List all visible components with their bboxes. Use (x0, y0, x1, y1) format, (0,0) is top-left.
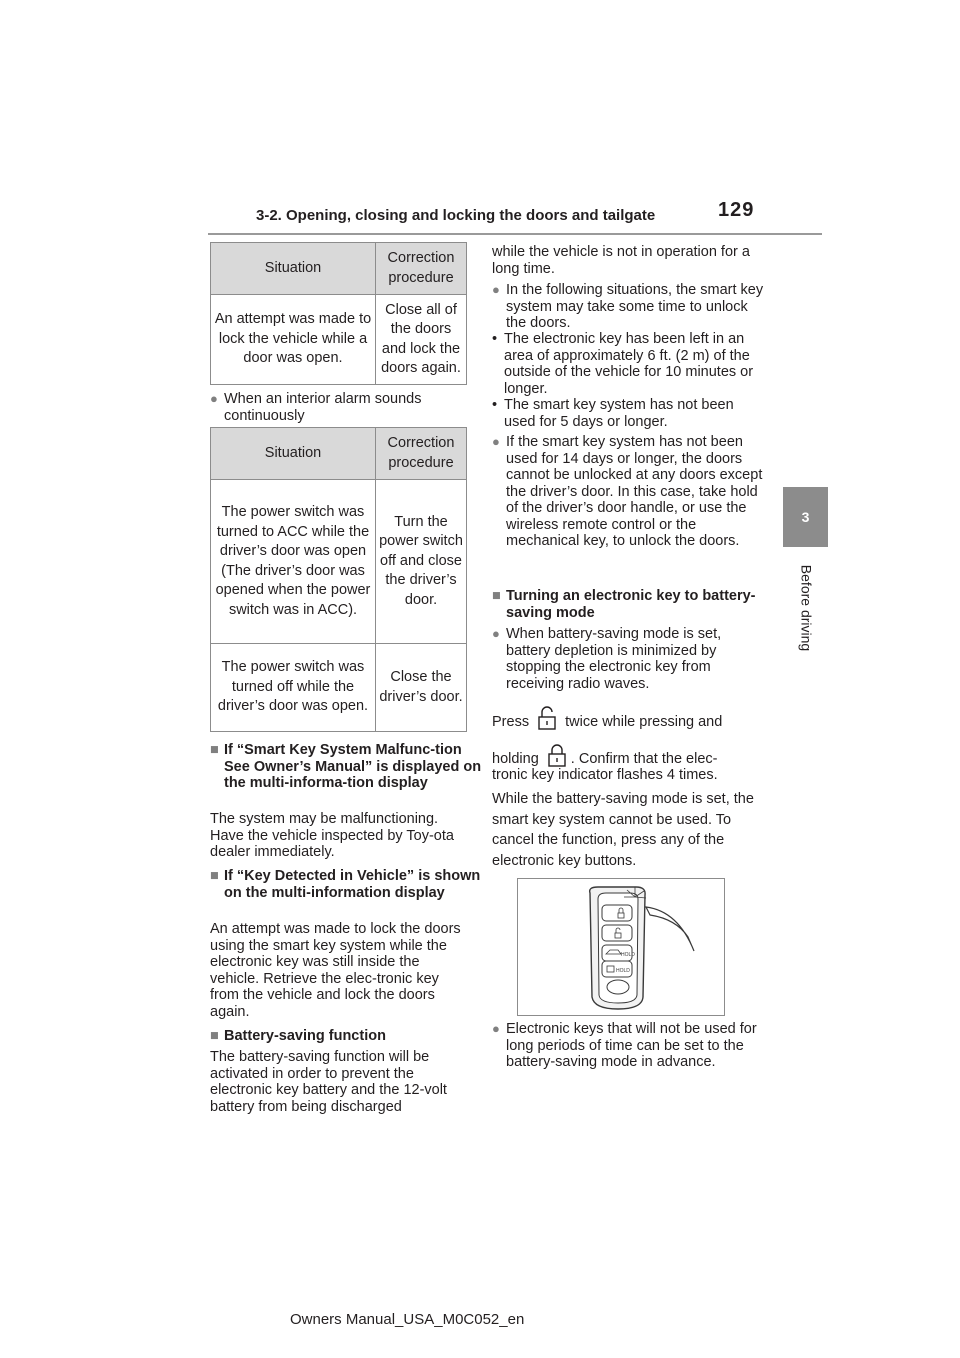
unlock-icon (535, 706, 559, 730)
dash-bullet: • (492, 397, 498, 413)
dash-bullet: • (492, 331, 498, 347)
chapter-tab (783, 487, 828, 547)
subheading-turning-battery-saving (492, 588, 766, 621)
bullet-14-days (492, 434, 766, 550)
subheading-key-detected (210, 868, 484, 901)
instruction-press-line (492, 706, 762, 731)
page-number: 129 (718, 199, 755, 221)
dash-text: The smart key system has not been used for 5 days or longer. (504, 397, 734, 430)
table-cell-situation: An attempt was made to lock the vehicle while a door was open. (211, 295, 376, 385)
subheading-text: If “Key Detected in Vehicle” is shown on the multi-information display (224, 868, 481, 901)
chapter-number: 3 (801, 509, 810, 525)
instruction-text: . Confirm that the elec- (570, 751, 718, 767)
chapter-title: Before driving (797, 564, 814, 652)
bullet-text: When battery-saving mode is set, battery depletion is minimized by stopping the electronic key from receiving radio waves. (506, 626, 722, 692)
hold-label: HOLD (616, 968, 630, 974)
key-fob-drawing (518, 879, 724, 1015)
situation-table-door-open (210, 242, 467, 385)
table-cell-correction: Close all of the doors and lock the doors again. (376, 295, 467, 385)
instruction-holding-line (492, 743, 762, 768)
table-header-situation: Situation (211, 243, 376, 295)
situation-table-alarm (210, 427, 467, 732)
paragraph-while-saving: While the battery-saving mode is set, the smart key system cannot be used. To cancel the function, press any of the electronic key buttons. (492, 791, 754, 869)
instruction-flashes-line: tronic key indicator flashes 4 times. (492, 767, 718, 783)
table-cell-situation: The power switch was turned to ACC while the driver’s door was open (The driver’s door was opened when the power switch was in ACC). (211, 480, 376, 644)
square-bullet-icon: ■ (210, 742, 219, 758)
paragraph-malfunction: The system may be malfunctioning. Have the vehicle inspected by Toy-ota dealer immediately. (210, 811, 454, 860)
bullet-battery-saving-mode (492, 626, 766, 692)
table-header-correction: Correction procedure (376, 428, 467, 480)
dash-item-key-left (492, 331, 764, 397)
table-cell-correction: Close the driver’s door. (376, 644, 467, 732)
header-rule (208, 233, 822, 235)
bullet-icon: ● (492, 434, 500, 449)
instruction-text: twice while pressing and (565, 714, 723, 730)
footer-manual-id: Owners Manual_USA_M0C052_en (290, 1311, 525, 1328)
subheading-battery-saving (210, 1028, 484, 1045)
square-bullet-icon: ■ (210, 868, 219, 884)
subheading-text: Turning an electronic key to battery-saving mode (506, 588, 756, 621)
bullet-unlock-delay (492, 282, 766, 332)
table-header-situation: Situation (211, 428, 376, 480)
bullet-icon: ● (492, 282, 500, 297)
bullet-alarm-sounds (210, 391, 484, 424)
chapter-title-vertical (783, 553, 828, 663)
electronic-key-illustration (517, 878, 725, 1016)
lock-icon (545, 743, 569, 767)
bullet-icon: ● (492, 626, 500, 641)
bullet-text: In the following situations, the smart key system may take some time to unlock the doors. (506, 282, 764, 331)
paragraph-continued: while the vehicle is not in operation for a long time. (492, 244, 750, 277)
arrow-icon (646, 907, 694, 951)
dash-item-not-used (492, 397, 764, 430)
paragraph-key-detected: An attempt was made to lock the doors using the smart key system while the electronic key was still inside the vehicle. Retrieve the elec-tronic key from the vehicle and lock the doors again. (210, 921, 461, 1020)
bullet-icon: ● (210, 391, 218, 406)
dash-text: The electronic key has been left in an area of approximately 6 ft. (2 m) of the outside of the vehicle for 10 minutes or longer. (504, 331, 754, 397)
bullet-text: If the smart key system has not been used for 14 days or longer, the doors cannot be unlocked at any doors except the driver’s door. In this case, take hold of the driver’s door handle, or use the wireless remote control or the mechanical key, to unlock the doors. (506, 434, 763, 549)
table-cell-situation: The power switch was turned off while the driver’s door was open. (211, 644, 376, 732)
hold-label: HOLD (621, 952, 635, 958)
bullet-advance-setting (492, 1021, 766, 1071)
bullet-text: When an interior alarm sounds continuously (224, 391, 422, 424)
square-bullet-icon: ■ (492, 588, 501, 604)
bullet-text: Electronic keys that will not be used for long periods of time can be set to the battery-saving mode in advance. (506, 1021, 757, 1070)
paragraph-battery-saving: The battery-saving function will be activated in order to prevent the electronic key battery and the 12-volt battery from being discharged (210, 1049, 447, 1115)
instruction-text: holding (492, 751, 539, 767)
bullet-icon: ● (492, 1021, 500, 1036)
table-header-correction: Correction procedure (376, 243, 467, 295)
instruction-text: Press (492, 714, 530, 730)
subheading-text: If “Smart Key System Malfunc-tion See Owner’s Manual” is displayed on the multi-informa-tion display (224, 742, 482, 791)
square-bullet-icon: ■ (210, 1028, 219, 1044)
table-cell-correction: Turn the power switch off and close the driver’s door. (376, 480, 467, 644)
subheading-text: Battery-saving function (224, 1028, 386, 1044)
subheading-smart-key-malfunction (210, 742, 484, 792)
section-title: 3-2. Opening, closing and locking the doors and tailgate (256, 207, 656, 224)
